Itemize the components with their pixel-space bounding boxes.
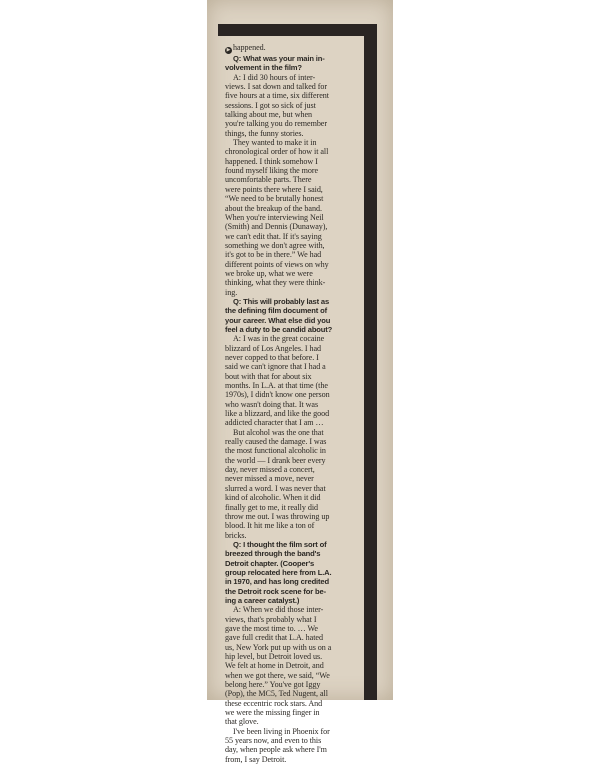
text-line: said we can't ignore that I had a	[225, 362, 326, 372]
text-line: volvement in the film?	[225, 63, 302, 73]
text-line: never missed a move, never	[225, 474, 314, 484]
text-line: thinking, what they were think-	[225, 278, 326, 288]
text-line: never copped to that before. I	[225, 353, 319, 362]
text-line: the most functional alcoholic in	[225, 446, 326, 456]
text-line: something we don't agree with,	[225, 240, 325, 250]
text-line: bricks.	[225, 530, 247, 540]
article-column	[225, 43, 361, 764]
text-line: who wasn't doing that. It was	[225, 399, 319, 409]
text-line: They wanted to make it in	[233, 138, 317, 148]
column-shadow-bar	[364, 24, 377, 700]
text-line: months. In L.A. at that time (the	[225, 381, 328, 391]
answer-paragraph	[225, 605, 361, 726]
text-line: happened. I think somehow I	[225, 156, 318, 166]
text-line: blood. It hit me like a ton of	[225, 521, 315, 531]
text-line: really caused the damage. I was	[225, 437, 327, 447]
answer-paragraph	[225, 43, 361, 54]
column-shadow-top	[218, 24, 377, 36]
text-line: Q: I thought the film sort of	[233, 539, 327, 549]
text-line: it's got to be in there.” We had	[225, 250, 322, 260]
text-line: sessions. I got so sick of just	[225, 100, 316, 110]
text-line: us, New York put up with us on a	[225, 642, 332, 652]
text-line: your career. What else did you	[225, 315, 331, 325]
text-line: kind of alcoholic. When it did	[225, 493, 321, 503]
text-line: day, never missed a concert,	[225, 465, 315, 475]
text-line: A: When we did those inter-	[233, 605, 324, 615]
text-line: Q: This will probably last as	[233, 296, 330, 306]
text-line: ing a career catalyst.)	[225, 595, 300, 605]
text-line: uncomfortable parts. There	[225, 175, 312, 185]
text-line: the world — I drank beer every	[225, 455, 326, 465]
text-line: that glove.	[225, 717, 259, 727]
text-line: in 1970, and has long credited	[225, 577, 329, 587]
text-line: we can't edit that. If it's saying	[225, 231, 322, 241]
text-line: A: I did 30 hours of inter-	[233, 72, 316, 82]
answer-paragraph	[225, 428, 361, 540]
text-line: ing.	[225, 287, 238, 297]
text-line: But alcohol was the one that	[233, 427, 324, 437]
text-line: (Smith) and Dennis (Dunaway),	[225, 222, 328, 232]
question-paragraph	[225, 297, 361, 334]
text-line: happened.	[233, 43, 266, 52]
text-line: the defining film document of	[225, 306, 327, 316]
text-line: like a blizzard, and like the good	[225, 409, 330, 419]
text-line: When you're interviewing Neil	[225, 212, 324, 222]
text-line: when we got there, we said, “We	[225, 670, 330, 680]
text-line: “We need to be brutally honest	[225, 194, 324, 204]
text-line: gave the most time to. … We	[225, 623, 318, 633]
answer-paragraph	[225, 73, 361, 138]
text-line: chronological order of how it all	[225, 147, 329, 157]
answer-paragraph	[225, 727, 361, 764]
question-paragraph	[225, 54, 361, 73]
text-line: belong here.” You've got Iggy	[225, 680, 321, 690]
text-line: five hours at a time, six different	[225, 91, 329, 101]
text-line: you're talking you do remember	[225, 119, 327, 129]
text-line: talking about me, but when	[225, 110, 313, 120]
text-line: bout with that for about six	[225, 371, 312, 381]
text-line: (Pop), the MC5, Ted Nugent, all	[225, 689, 328, 699]
text-line: A: I was in the great cocaine	[233, 334, 325, 344]
text-line: views. I sat down and talked for	[225, 82, 328, 92]
text-line: we broke up, what we were	[225, 268, 313, 278]
continued-arrow-icon: ▶	[226, 47, 231, 53]
text-line: breezed through the band's	[225, 549, 321, 559]
text-line: finally get to me, it really did	[225, 502, 319, 512]
text-line: feel a duty to be candid about?	[225, 324, 333, 334]
text-line: day, when people ask where I'm	[225, 745, 327, 755]
text-line: the Detroit rock scene for be-	[225, 586, 326, 596]
text-line: these eccentric rock stars. And	[225, 698, 323, 708]
question-paragraph	[225, 540, 361, 605]
text-line: Detroit chapter. (Cooper's	[225, 558, 315, 568]
text-line: I've been living in Phoenix for	[233, 726, 330, 736]
answer-paragraph	[225, 138, 361, 297]
text-line: we were the missing finger in	[225, 708, 320, 718]
text-line: slurred a word. I was never that	[225, 483, 326, 493]
answer-paragraph	[225, 334, 361, 427]
text-line: gave full credit that L.A. hated	[225, 633, 323, 643]
text-line: found myself liking the more	[225, 166, 319, 176]
text-line: about the breakup of the band.	[225, 203, 322, 213]
text-line: 1970s), I didn't know one person	[225, 390, 330, 400]
text-line: were points there where I said,	[225, 184, 323, 194]
text-line: throw me out. I was throwing up	[225, 511, 330, 521]
text-line: We felt at home in Detroit, and	[225, 661, 324, 671]
text-line: views, that's probably what I	[225, 614, 317, 624]
text-line: hip level, but Detroit loved us.	[225, 652, 323, 661]
text-line: group relocated here from L.A.	[225, 567, 332, 577]
text-line: from, I say Detroit.	[225, 754, 287, 764]
text-line: Q: What was your main in-	[233, 54, 325, 63]
text-line: blizzard of Los Angeles. I had	[225, 343, 322, 353]
text-line: things, the funny stories.	[225, 128, 304, 138]
text-line: different points of views on why	[225, 259, 329, 269]
text-line: 55 years now, and even to this	[225, 736, 322, 746]
text-line: addicted character that I am …	[225, 418, 324, 428]
